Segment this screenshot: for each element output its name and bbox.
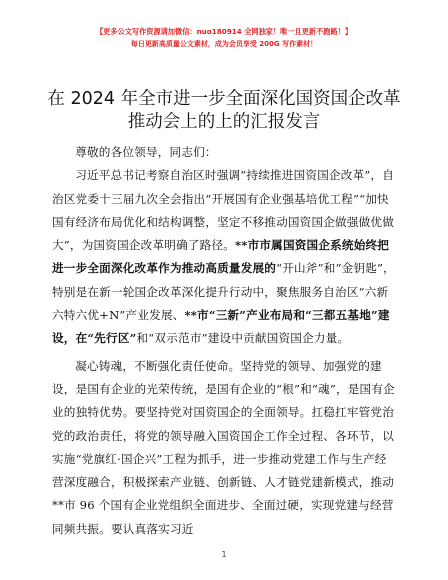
promo-banner-line1: 【更多公文写作资源请加微信：nuo180914 全网独家！唯一且更新不跑路！】: [95, 27, 353, 36]
promo-banner: [0, 26, 448, 50]
paragraph-1-seg-1: **市市属国资国企系统始终把进一步全面深化改革作为推动高质量发展的: [52, 238, 390, 276]
paragraph-1-seg-2: “开山斧”和“金钥匙”，特别是在新一轮国企改革深化提升行动中，聚焦服务自治区“六新六特六优+N”产业发展、: [52, 261, 395, 323]
paragraph-1-seg-0: 习近平总书记考察自治区时强调“持续推进国资国企改革”，自治区党委十三届九次全会指出“开展国有企业强基培优工程”“加快国有经济布局优化和结构调整，坚定不移推动国资国企做强做优做大”，为国资国企改革明确了路径。: [52, 168, 395, 253]
promo-banner-line2: 每日更新高质量公文素材，成为会员享受 200G 写作素材！: [130, 40, 318, 48]
document-title: 在 2024 年全市进一步全面深化国资国企改革推动会上的上的汇报发言: [47, 89, 401, 132]
paragraph-2: 凝心铸魂，不断强化责任使命。坚持党的领导、加强党的建设，是国有企业的光荣传统，是国有企业的“根”和“魂”，是国有企业的独特优势。要坚持党对国资国企的全面领导。扛稳扛牢管党治党的政治责任，将党的领导融入国资国企工作全过程、各环节，以实施“党旗红·国企兴”工程为抓手，进一步推动党建工作与生产经营深度融合，积极探索产业链、创新链、人才链党建新模式，推动**市 96 个国有企业党组织全面进步、全面过硬，实现党建与经营同频共振。要认真落实习近: [52, 358, 395, 536]
paragraph-1: [52, 164, 396, 350]
paragraph-1-seg-3: **市“三新”产业布局和“三都五基地”建设，在“先行区”: [52, 308, 390, 346]
paragraph-1-seg-4: 和“双示范市”建设中贡献国资国企力量。: [136, 331, 350, 346]
page-number: 1: [221, 550, 227, 559]
greeting: 尊敬的各位领导，同志们：: [75, 145, 217, 159]
document-body: [52, 141, 396, 541]
